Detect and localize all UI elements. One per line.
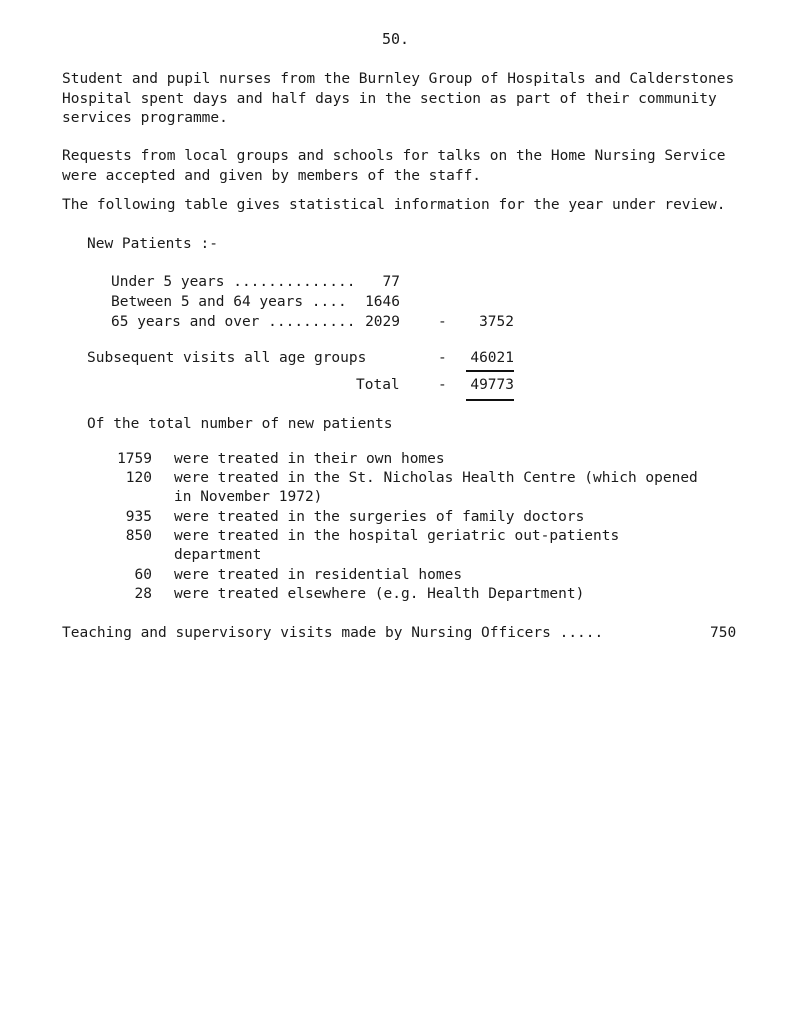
total-value: 49773 [470,377,514,393]
paragraph-students: Student and pupil nurses from the Burnley Group of Hospitals and Calderstones Hospital spent days and half days in the section as part of their community services programme. [62,71,735,126]
row-value-65-over: 2029 [365,314,400,330]
paragraph-requests: Requests from local groups and schools for talks on the Home Nursing Service were accepted and given by members of the staff. [62,148,726,184]
breakdown-text-continued: department [174,547,262,563]
total-dash: - [438,377,447,393]
new-patients-heading: New Patients :- [87,236,218,252]
breakdown-count: 1759 [117,451,152,467]
teaching-label: Teaching and supervisory visits made by Nursing Officers ..... [62,625,604,641]
breakdown-count: 850 [125,528,152,544]
breakdown-count: 60 [134,567,152,583]
row-label-5-to-64: Between 5 and 64 years .... [111,294,347,310]
subtotal-value: 3752 [479,314,514,330]
rule-below-total [466,399,514,401]
row-value-under-5: 77 [382,274,400,290]
rule-above-total [466,370,514,372]
breakdown-count: 120 [125,470,152,486]
breakdown-count: 28 [134,586,152,602]
teaching-value: 750 [710,625,737,641]
subsequent-dash: - [438,350,447,366]
breakdown-text: were treated in their own homes [174,451,445,467]
breakdown-text: were treated elsewhere (e.g. Health Department) [174,586,585,602]
breakdown-text: were treated in the surgeries of family doctors [174,509,585,525]
row-value-5-to-64: 1646 [365,294,400,310]
page-number: 50. [382,30,410,48]
row-label-under-5: Under 5 years .............. [111,274,356,290]
total-label: Total [356,377,400,393]
breakdown-count: 935 [125,509,152,525]
breakdown-text-continued: in November 1972) [174,489,323,505]
breakdown-heading: Of the total number of new patients [87,416,393,432]
subtotal-dash: - [438,314,447,330]
breakdown-text: were treated in residential homes [174,567,463,583]
row-label-65-over: 65 years and over .......... [111,314,356,330]
subsequent-label: Subsequent visits all age groups [87,350,367,366]
subsequent-value: 46021 [470,350,514,366]
paragraph-table-intro: The following table gives statistical information for the year under review. [62,197,726,213]
breakdown-text: were treated in the hospital geriatric out-patients [174,528,620,544]
breakdown-text: were treated in the St. Nicholas Health Centre (which opened [174,470,698,486]
